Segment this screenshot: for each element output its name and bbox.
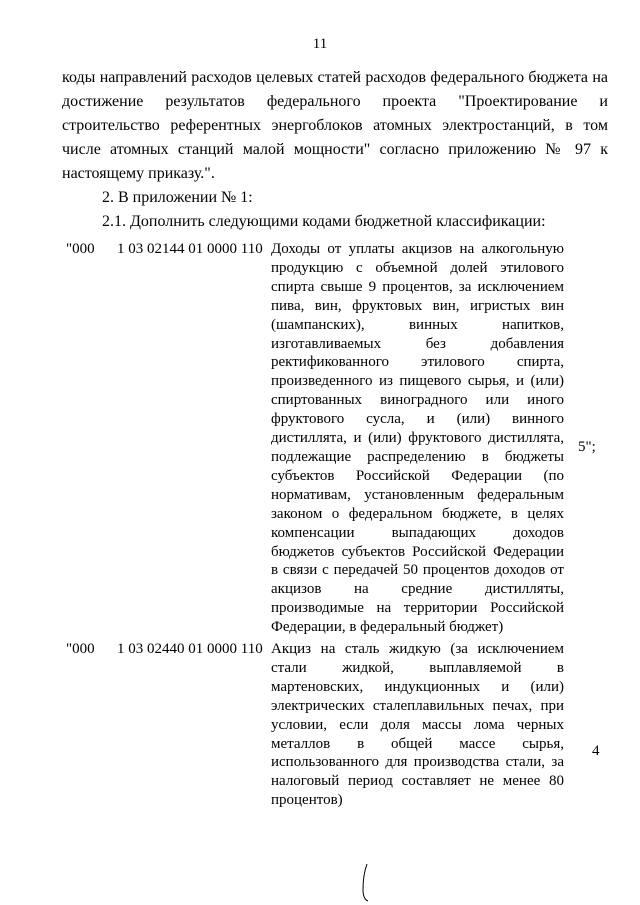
signature-mark [355,862,379,902]
intro-item-2-1: 2.1. Дополнить следующими кодами бюджетной классификации: [102,213,546,230]
row-code: 1 03 02440 01 0000 110 [117,641,263,657]
row-prefix: "000 [66,641,95,657]
intro-text [62,66,608,234]
row-value: 4 [592,743,600,759]
row-description: Доходы от уплаты акцизов на алкогольную продукцию с объемной долей этилового спирта свыше 9 процентов, за исключением пива, вин, фруктовых вин, игристых вин (шампанских), винных напитков, изготавливаемых без добавления ректификованного этилового спирта, произведенного из пищевого сырья, и (или) спиртованных виноградного или иного фруктового сусла, и (или) винного дистиллята, и (или) фруктового дистиллята, подлежащие распределению в бюджеты субъектов Российской Федерации (по нормативам, установленным федеральным законом о федеральном бюджете, в целях компенсации выпадающих доходов бюджетов субъектов Российской Федерации в связи с передачей 50 процентов доходов от акцизов на средние дистилляты, производимые на территории Российской Федерации, в федеральный бюджет) [271,241,564,636]
row-description: Акциз на сталь жидкую (за исключением стали жидкой, выплавляемой в мартеновских, индукционных и (или) электрических сталеплавильных печах, при условии, если доля массы лома черных металлов в общей массе сырья, использованного для производства стали, за налоговый период составляет не менее 80 процентов) [271,641,564,809]
row-code: 1 03 02144 01 0000 110 [117,241,263,257]
row-value: 5"; [578,439,596,455]
intro-paragraph: коды направлений расходов целевых статей расходов федерального бюджета на достижение результатов федерального проекта "Проектирование и строительство референтных энергоблоков атомных электростанций, в том числе атомных станций малой мощности" согласно приложению № 97 к настоящему приказу.". [62,69,608,182]
page-number: 11 [312,36,328,52]
row-prefix: "000 [66,241,95,257]
intro-item-2: 2. В приложении № 1: [102,189,253,206]
